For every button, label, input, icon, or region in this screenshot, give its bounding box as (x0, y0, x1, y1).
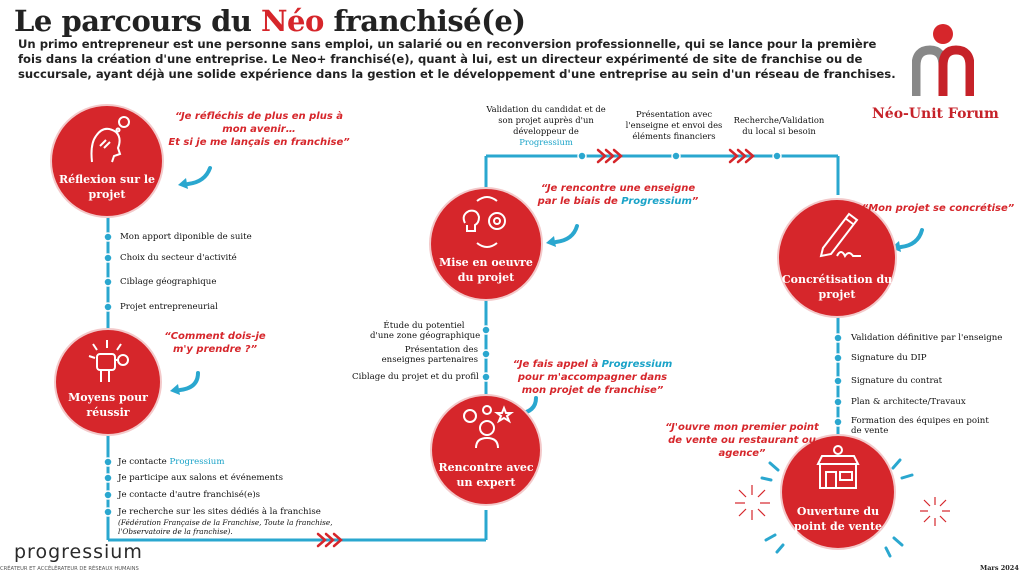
progressium-tagline: CRÉATEUR ET ACCÉLÉRATEUR DE RÉSEAUX HUMAINS (0, 566, 139, 572)
quote-ouverture: “J'ouvre mon premier point de vente ou restaurant ou agence” (665, 422, 819, 459)
list-item: Je contacte Progressium (118, 457, 225, 467)
list-item: Ciblage géographique (120, 277, 217, 287)
step-validation-candidat: Validation du candidat et de son projet auprès d'un développeur de Progressium (486, 104, 606, 147)
quote-reflexion: “Je réfléchis de plus en plus à mon avenir… Et si je me lançais en franchise” (168, 111, 350, 148)
list-item: Signature du contrat (851, 376, 943, 386)
ideas-gears-icon (457, 193, 515, 251)
list-item: Projet entrepreneurial (120, 302, 218, 312)
expert-icon (460, 402, 514, 452)
list-item: Validation définitive par l'enseigne (851, 333, 1003, 343)
step-presentation-enseigne: Présentation avec l'enseigne et envoi des éléments financiers (625, 109, 723, 141)
quote-rencontre: “Je fais appel à Progressium pour m'accompagner dans mon projet de franchise” (512, 359, 673, 396)
stage-concretisation: Concrétisation du projet (779, 200, 895, 316)
stage-reflexion: Réflexion sur le projet (52, 106, 162, 216)
page-title: Le parcours du Néo franchisé(e) (14, 4, 526, 38)
intro-paragraph: Un primo entrepreneur est une personne sans emploi, un salarié ou en reconversion professionnelle, qui se lance pour la première fois dans la création d'une entreprise. Le Neo+ franchisé(e), quant à lui, est un directeur expérimenté de site de franchise ou de succursale, ayant déjà une solide expérience dans la gestion et le développement d'une entreprise au sein d'un réseau de franchises. (18, 37, 896, 81)
brand-name: Néo-Unit Forum (872, 106, 999, 122)
list-item: Mon apport diponible de suite (120, 232, 252, 242)
stage-ouverture: Ouverture du point de vente (782, 436, 894, 548)
list-item: Ciblage du projet et du profil (352, 372, 479, 382)
progressium-logo: progressium (14, 541, 143, 563)
thinking-head-icon (82, 114, 134, 166)
list-item: Présentation des enseignes partenaires (381, 345, 478, 365)
stage-moyens: Moyens pour réussir (56, 330, 160, 434)
list-item: Signature du DIP (851, 353, 927, 363)
list-item: Je contacte d'autre franchisé(e)s (118, 490, 261, 500)
step-recherche-local: Recherche/Validation du local si besoin (733, 115, 825, 136)
list-item: Choix du secteur d'activité (120, 253, 237, 263)
list-item: Je participe aux salons et événements (118, 473, 283, 483)
list-item: Je recherche sur les sites dédiés à la franchise (118, 507, 321, 517)
date-label: Mars 2024 (980, 564, 1019, 572)
stage-mise-en-oeuvre: Mise en oeuvre du projet (431, 189, 541, 299)
list-item: Étude du potentiel d'une zone géographique (370, 321, 481, 341)
list-item: Plan & architecte/Travaux (851, 397, 966, 407)
quote-mise-en-oeuvre: “Je rencontre une enseigne par le biais de Progressium” (537, 183, 699, 207)
list-item: Formation des équipes en point de vente (851, 416, 989, 436)
quote-moyens: “Comment dois-je m'y prendre ?” (164, 331, 266, 355)
pen-signature-icon (809, 206, 865, 262)
quote-concretisation: “Mon projet se concrétise” (861, 203, 1015, 214)
list-item-note: (Fédération Française de la Franchise, Toute la franchise, l'Observatoire de la franchise). (118, 518, 333, 536)
stage-rencontre: Rencontre avec un expert (432, 396, 540, 504)
fist-key-icon (83, 336, 135, 388)
